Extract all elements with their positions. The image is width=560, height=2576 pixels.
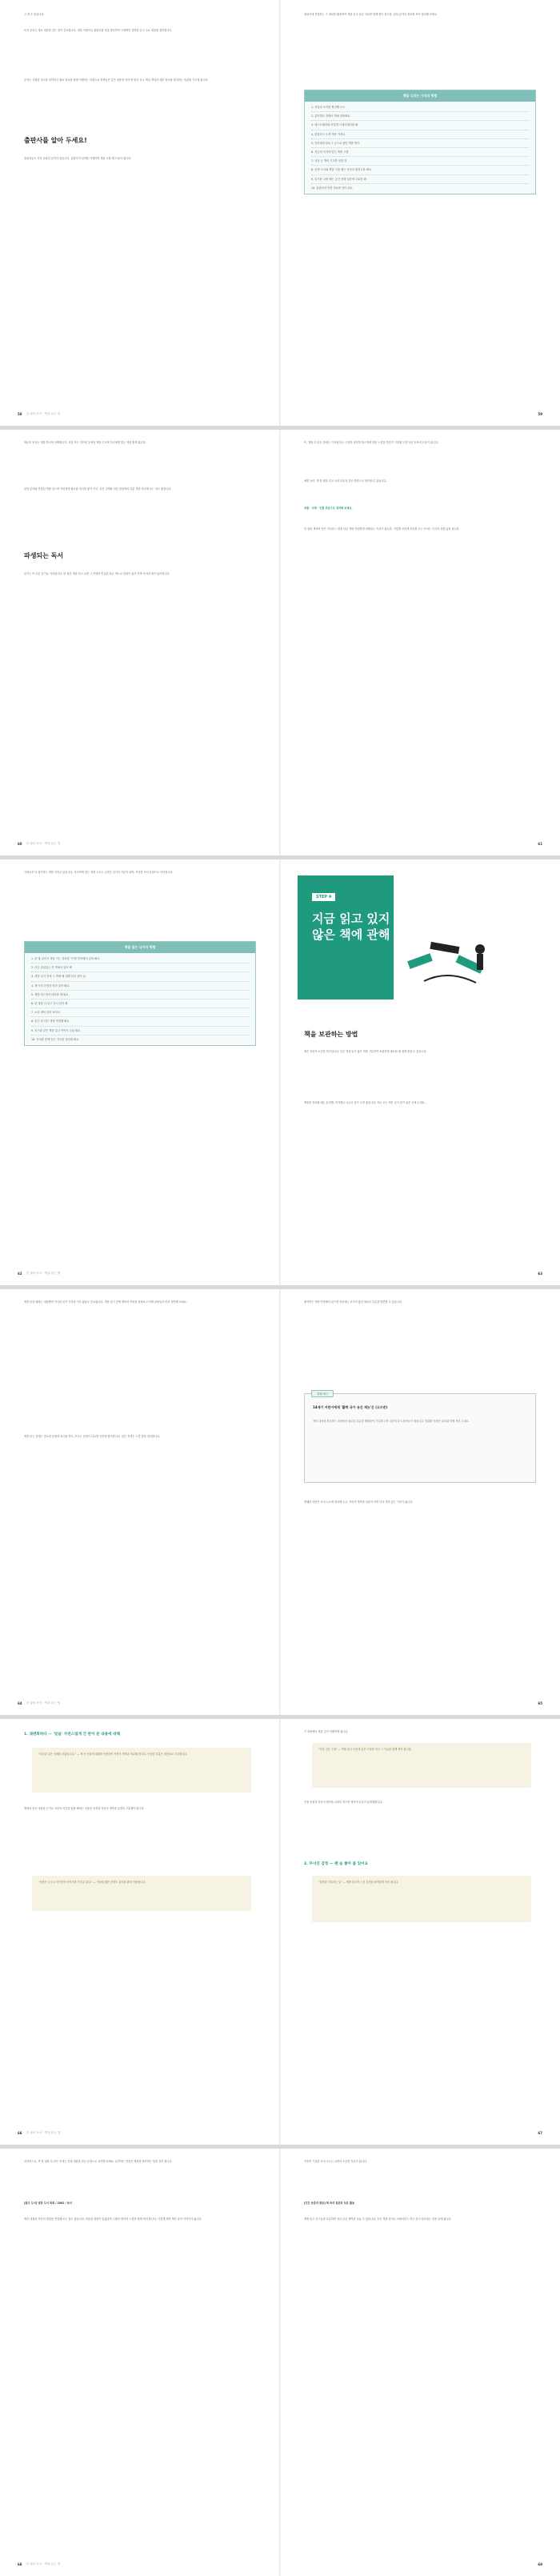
running-head: 한 권의 독서 · 책을 읽는 법 xyxy=(26,1272,61,1275)
body-text: 이 과정에서 책을 깊이 이해하게 됩니다. xyxy=(304,1730,349,1733)
gutter xyxy=(279,1289,281,1715)
folio xyxy=(18,2131,60,2135)
body-text: 책의 내용과 자신의 경험을 연결해 보는 것도 좋습니다. 비슷한 경험이 있었다면 그때의 생각과 느낌을 함께 적어 봅니다. 이렇게 하면 책이 나의 이야기가 됩니다. xyxy=(24,2217,202,2221)
page-number: 67 xyxy=(538,2131,542,2135)
body-text: 관심 분야와 연결된 책을 읽으며 자신에게 필요한 지식을 쌓아 가고, 같은 주제를 다른 관점에서 다룬 책을 비교해 보는 것도 좋습니다. xyxy=(24,487,172,491)
folio xyxy=(538,1272,542,1276)
list-item: 7. 소리 내어 읽어 보아요 xyxy=(31,1008,249,1017)
section-heading: 책을 보관하는 방법 xyxy=(304,1031,358,1038)
list-item: 6. 한 권을 다 읽고 다시 읽어 봐 xyxy=(31,1000,249,1008)
page-number: 63 xyxy=(538,1272,542,1276)
step-label: STEP 4 xyxy=(312,893,335,901)
folio xyxy=(18,412,60,416)
subsection-title: 2. 무너진 감정 — 팬 슬 좋아 봅 있어요 xyxy=(304,1862,369,1866)
list-item: 8. 읽은 뒤 다른 책과 연결해 봐요 xyxy=(31,1017,249,1026)
body-text: 책을 읽을 때에는 내용뿐만 아니라 읽기 이전과 이후 활동도 중요합니다. 책을 읽기 전에 제목과 목차를 살펴보고 어떤 내용일지 미리 생각해 보세요. xyxy=(24,1300,187,1304)
step-block xyxy=(298,875,394,1000)
list-item: 6. 지금과 독자에 맞는 책을 고를 xyxy=(311,148,529,157)
section-heading: 파생되는 독서 xyxy=(24,552,64,559)
page-62 xyxy=(0,859,280,1285)
folio xyxy=(538,2131,542,2135)
body-text: 사람들은 다 좋아하는 책을 가지고 있습니다. 자신에게 맞는 책을 고르는 능력은 읽기의 기본이 되며, 꾸준한 독서 습관으로 이어집니다. xyxy=(24,871,174,874)
highlight-text: 작품 · 주제 · 인물 중심으로 정리해 보세요. xyxy=(304,507,353,510)
spread-62-63 xyxy=(0,859,560,1285)
list-item: 2. 분야별로 정해서 책에 살펴봐요 xyxy=(311,112,529,121)
body-text: 책은 자신의 소중한 자산입니다. 읽은 책과 읽지 않은 책을 구분하여 보관하면 필요할 때 쉽게 찾을 수 있습니다. xyxy=(304,1050,427,1053)
page-68 xyxy=(0,2149,280,2576)
body-text: 책에서 읽은 내용을 근거로 자신의 의견을 말할 때에는 인용한 문장과 자신의 생각을 분명히 구분해야 합니다. xyxy=(24,1807,145,1810)
quote-box: "사람은 누구나 자기만의 이야기를 가지고 있다." — 이처럼 짧은 문장도 출처를 밝혀 인용합니다. xyxy=(32,1876,251,1911)
running-head: 한 권의 독서 · 책을 읽는 법 xyxy=(26,1701,61,1705)
body-text: 고 을 수 있습니다. xyxy=(24,13,45,16)
spread-64-65 xyxy=(0,1289,560,1715)
tip-box xyxy=(24,941,256,1046)
folio xyxy=(538,2562,542,2566)
list-item: 10. 독서를 통해 얻은 지식을 실천해 봐요 xyxy=(31,1037,79,1041)
section-heading: 출판사를 알아 두세요! xyxy=(24,137,87,144)
body-text: 인용 문장과 자신의 해석을 나란히 적으면 생각의 흐름이 분명해집니다. xyxy=(304,1801,383,1804)
page-64 xyxy=(0,1289,280,1715)
list-item: 4. 편집하고 소개 책을 가져요 xyxy=(311,130,529,139)
quote-box: "인상 깊은 구절" — 책을 읽고 마음에 남은 구절을 적고 그 이유를 함께 적어 봅니다. xyxy=(312,1743,531,1788)
page-61 xyxy=(280,430,560,855)
body-text: 책을 읽는 중에는 중요한 문장에 표시를 하고, 모르는 낱말이 나오면 사전을 찾아봅니다. 읽은 후에는 느낀 점을 정리합니다. xyxy=(24,1435,161,1438)
tip-list xyxy=(305,102,535,194)
reference-line: [참고 도서] 권장 도서 목록 / 2002 / 독서 xyxy=(24,2201,72,2205)
page-66 xyxy=(0,1719,280,2145)
body-text: 출판사에 연결하는 그 정보를 활용하여 책을 읽고 다른 자료를 함께 찾아 봅니다. 관심 분야의 정보를 모아 정리해 보세요. xyxy=(304,13,438,16)
page-number: 64 xyxy=(18,1701,22,1705)
body-text: 예를 들어, 책 한 권을 읽고 나서 다음과 같은 방법으로 정리할 수 있습니다. xyxy=(304,479,387,483)
page-59 xyxy=(280,0,560,426)
list-item: 2. 지금 관심있는 건 책에서 읽어 봐 xyxy=(31,963,249,972)
folio xyxy=(538,412,542,416)
body-text: 꾸준히 기록한 독서 노트는 나만의 소중한 자료가 됩니다. xyxy=(304,2160,367,2163)
body-text: 마지막으로, 책 한 권을 다 읽은 후에는 전체 내용을 한두 문장으로 요약해 보세요. 요약하는 연습은 핵심을 파악하는 힘을 길러 줍니다. xyxy=(24,2160,173,2163)
gutter xyxy=(279,430,281,855)
page-number: 58 xyxy=(18,412,22,416)
folio xyxy=(538,1701,542,1705)
step-title: 지금 읽고 있지 않은 책에 관해 xyxy=(312,911,390,942)
page-number: 65 xyxy=(538,1701,542,1705)
list-item: 1. 한 권 읽어서 책을 거는 것처럼 '가'를 반복해서 읽어 봐요 xyxy=(31,955,249,963)
folio xyxy=(18,842,60,846)
tip-box-title: 책을 고르는 가지의 방법 xyxy=(305,90,535,102)
body-text: 읽기는 또 다른 읽기로 이어집니다. 한 권의 책을 읽고 나면 그 안에서 언급된 다른 책으로 관심이 옮겨 가며 독서의 폭이 넓어집니다. xyxy=(24,572,170,575)
folio xyxy=(18,2562,60,2566)
callout-body: 책의 내용을 정리하는 과정에서 필요한 부분을 발췌하여 기록해 두면 나중에 다시 찾아보기 쉽습니다. 발췌한 문장은 출처와 함께 적어 두세요. xyxy=(313,1420,470,1423)
running-head: 한 권의 독서 · 책을 읽는 법 xyxy=(26,2562,61,2566)
running-head: 한 권의 독서 · 책을 읽는 법 xyxy=(26,842,61,845)
body-text: 문서는 기획된 의도를 파악하고 필요 정보를 함께 이해하는 과정으로 학생들은 같은 내용을 여러 번 읽어 보고 핵심 개념과 세부 정보를 정리하는 습관을 기르게 됩니다. xyxy=(24,78,209,82)
page-58 xyxy=(0,0,280,426)
list-item: 3. 베스트셀러와 이렇게 스테디셀러를 봐 xyxy=(311,121,529,130)
page-number: 62 xyxy=(18,1272,22,1276)
page-65 xyxy=(280,1289,560,1715)
spread-60-61 xyxy=(0,430,560,855)
reference-line: [인간 존중과 평등] 책 속의 질문과 토론 활동 xyxy=(304,2201,355,2205)
spread-66-67 xyxy=(0,1719,560,2145)
page-number: 60 xyxy=(18,842,22,846)
body-text: 발췌한 내용은 독서 노트에 정리해 두고, 자신의 생각을 덧붙여 보면 더욱 의미 있는 기록이 됩니다. xyxy=(304,1500,414,1504)
page-number: 68 xyxy=(18,2562,22,2566)
quote-box: "감정을 기록하는 일" — 책을 읽으며 느낀 감정을 솔직하게 적어 봅니다. xyxy=(312,1876,531,1922)
page-number: 66 xyxy=(18,2131,22,2135)
list-item: 4. 책 속의 문장을 따라 읽어 봐요 xyxy=(31,982,249,991)
body-text: 새로운 독자는 책을 하나씩 선택합니다. 서점 또는 인터넷 등에서 책을 고르며 자신에게 맞는 책을 찾게 됩니다. xyxy=(24,441,146,444)
list-item: 3. 책을 읽기 전에 그 책에 해 대해 미리 알아 둬 xyxy=(31,972,249,981)
tip-box xyxy=(304,90,536,194)
callout-tag: 발췌 예시 xyxy=(311,1390,334,1397)
page-number: 69 xyxy=(538,2562,542,2566)
gutter xyxy=(279,0,281,426)
list-item: 5. 책을 읽으면서 메모를 해 봐요 xyxy=(31,991,249,1000)
callout-title: 14세기 어린이에게 '활짝 국가 유산 재능'은 (고수준) xyxy=(313,1405,388,1409)
body-text: 또, 책을 다 읽은 뒤에는 기억에 남는 구절을 정리하거나 책에 대한 느낌을 간단히 기록해 두면 다음 독서에 도움이 됩니다. xyxy=(304,441,439,444)
quote-box: "다음과 같은 사례를 보았습니다." — 책 속 인물의 대화를 인용하여 자신의 생각과 비교해 봅니다. 인용한 부분은 따옴표로 구분합니다. xyxy=(32,1748,251,1793)
body-text: 독서 문서는 개요 대상을 읽는 것이 중요합니다. 세밀 사람이나 출판사를 직접 방문하여 구체적인 설명을 듣고 주요 내용을 정리합니다. xyxy=(24,29,173,32)
folio xyxy=(538,842,542,846)
folio xyxy=(18,1272,60,1276)
spread-58-59 xyxy=(0,0,560,426)
running-head: 한 권의 독서 · 책을 읽는 법 xyxy=(26,412,61,415)
page-number: 59 xyxy=(538,412,542,416)
page-60 xyxy=(0,430,280,855)
list-item: 5. 인터넷과 블로그 등으로 관련 책을 찾아 xyxy=(311,139,529,148)
gutter xyxy=(279,2149,281,2576)
tip-box-title: 책을 읽는 다가지 방법 xyxy=(25,942,255,953)
gutter xyxy=(279,859,281,1285)
list-item: 7. 서점 등 책의 기초를 얻을 걸 xyxy=(311,157,529,166)
folio xyxy=(18,1701,60,1705)
body-text: 출판사들도 각자 특화된 분야가 있습니다. 출판사의 성격을 이해하면 책을 고를 때 도움이 됩니다. xyxy=(24,157,132,160)
body-text: 한 권의 책에서 얻은 지식과 느낌을 다른 책과 연결하면 파생되는 독서가 됩니다. 이렇게 꼬리에 꼬리를 무는 독서는 사고의 폭을 넓혀 줍니다. xyxy=(304,527,460,531)
list-item: 9. 읽기를 고를 때는 공간 선택 입문에 도와를 봐 xyxy=(311,175,529,184)
list-item: 10. 출판사의 안전 정보를 알아 둬요 xyxy=(311,186,353,190)
books-illustration-icon xyxy=(400,925,512,997)
list-item: 9. 친구와 같은 책을 읽고 이야기 나눠 봐요 xyxy=(31,1027,249,1036)
running-head: 한 권의 독서 · 책을 읽는 법 xyxy=(26,2131,61,2134)
list-item: 1. 서점과 독자를 확인해 보고 xyxy=(311,103,529,112)
subsection-title: 1. 궤변화하다 — '알음' 자연스럽게 간 판이 본 내용에 대해 xyxy=(24,1733,120,1737)
page-67 xyxy=(280,1719,560,2145)
gutter xyxy=(279,1719,281,2145)
tip-list xyxy=(25,953,255,1045)
page-number: 61 xyxy=(538,842,542,846)
page-69 xyxy=(280,2149,560,2576)
spread-68-69 xyxy=(0,2149,560,2576)
excerpt-callout xyxy=(304,1393,536,1483)
body-text: 좋아하는 책을 반복해서 읽으면 처음에는 보이지 않던 새로운 부분을 발견할 수 있습니다. xyxy=(304,1300,403,1304)
body-text: 책장을 정리할 때는 분야별, 작가별로 나누어 꽂아 두면 좋습니다. 자주 보는 책은 손이 닿기 쉬운 곳에 두세요. xyxy=(304,1101,426,1104)
list-item: 8. 인생 도서와 책을 고를 때는 독자의 환경도를 봐요 xyxy=(311,166,529,174)
body-text: 책을 읽고 친구들과 토론하면 서로 다른 생각을 나눌 수 있습니다. 같은 책을 읽어도 사람마다 느끼는 점이 다르다는 것을 알게 됩니다. xyxy=(304,2217,452,2221)
